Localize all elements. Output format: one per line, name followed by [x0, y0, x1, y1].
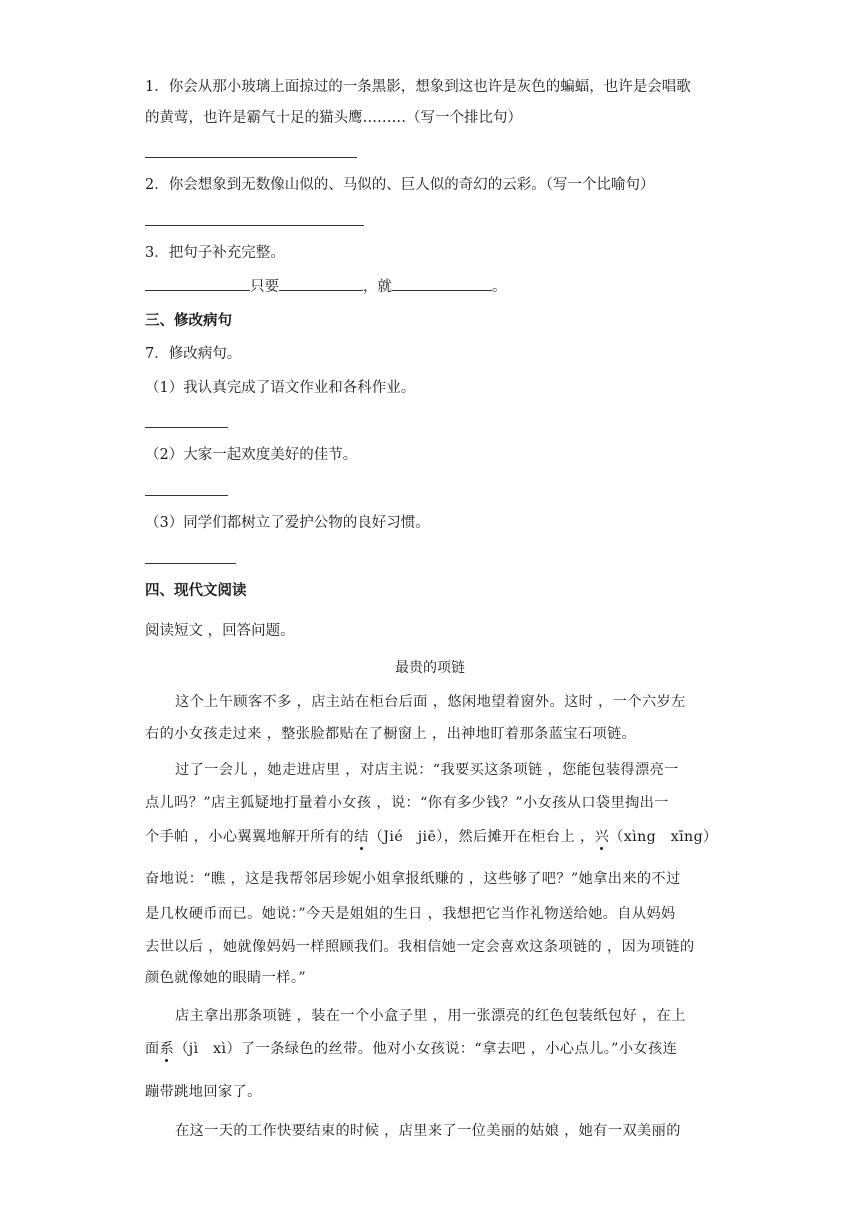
answer-blank-q2[interactable] [145, 225, 364, 226]
knot-line-start: 个手帕 ，小心翼翼地解开所有的 [145, 829, 355, 845]
article-line-13: 在这一天的工作快要结束的时候 ，店里来了一位美丽的姑娘 ，她有一双美丽的 [175, 1123, 681, 1139]
answer-blank-7-1[interactable] [145, 427, 228, 428]
answer-blank-7-3[interactable] [145, 563, 236, 564]
pinyin-choice-xi: （jì xì） [174, 1041, 242, 1057]
question-2: 2．你会想象到无数像山似的、马似的、巨人似的奇幻的云彩。（写一个比喻句） [145, 177, 655, 193]
fill-text-zhiyao: 只要 [250, 279, 279, 295]
article-line-2: 右的小女孩走过来 ，整张脸都贴在了橱窗上 ，出神地盯着那条蓝宝石项链。 [145, 726, 637, 742]
article-line-9: 颜色就像她的眼睛一样。” [145, 970, 307, 986]
knot-line-middle: ，然后摊开在柜台上 ， [443, 829, 595, 845]
article-line-7: 是几枚硬币而已。她说：”今天是姐姐的生日 ，我想把它当作礼物送给她。自从妈妈 [145, 906, 676, 922]
pinyin-choice-jie: （Jié jiē） [368, 829, 444, 845]
article-line-10: 店主拿出那条项链 ，装在一个小盒子里 ，用一张漂亮的红色包装纸包好 ，在上 [175, 1008, 686, 1024]
fill-blank-2[interactable] [279, 276, 363, 291]
tie-line-end: 了一条绿色的丝带。他对小女孩说：“拿去吧 ，小心点儿。”小女孩连 [241, 1041, 678, 1057]
fill-text-period: 。 [492, 279, 507, 295]
question-3-fill-in [145, 276, 507, 297]
section-3-heading: 三、修改病句 [145, 312, 232, 329]
fill-blank-3[interactable] [392, 276, 492, 291]
question-3: 3．把句子补充完整。 [145, 245, 285, 261]
article-line-8: 去世以后 ，她就像妈妈一样照顾我们。我相信她一定会喜欢这条项链的 ，因为项链的 [145, 939, 695, 955]
sick-sentence-3: （3）同学们都树立了爱护公物的良好习惯。 [145, 515, 430, 531]
tie-line-start: 面 [145, 1041, 160, 1057]
article-line-6: 奋地说：“瞧 ，这是我帮邻居珍妮小姐拿报纸赚的 ，这些够了吧？”她拿出来的不过 [145, 871, 681, 887]
article-line-1: 这个上午顾客不多 ，店主站在柜台后面 ，悠闲地望着窗外。这时 ，一个六岁左 [175, 694, 686, 710]
question-1-line-2: 的黄莺，也许是霸气十足的猫头鹰………（写一个排比句） [145, 110, 522, 126]
question-1-line-1: 1．你会从那小玻璃上面掠过的一条黑影，想象到这也许是灰色的蝙蝠，也许是会唱歌 [145, 79, 691, 95]
dotted-char-xing: 兴 [594, 829, 610, 845]
article-line-5 [145, 827, 718, 847]
question-7: 7．修改病句。 [145, 346, 242, 362]
section-4-heading: 四、现代文阅读 [145, 582, 247, 599]
article-line-3: 过了一会儿 ，她走进店里 ，对店主说：“我要买这条项链 ，您能包装得漂亮一 [175, 762, 679, 778]
fill-text-jiu: ，就 [363, 279, 392, 295]
dotted-char-xi: 系 [159, 1041, 175, 1057]
sick-sentence-2: （2）大家一起欢度美好的佳节。 [145, 447, 358, 463]
sick-sentence-1: （1）我认真完成了语文作业和各科作业。 [145, 380, 416, 396]
article-title: 最贵的项链 [395, 660, 465, 676]
pinyin-choice-xing: （xìng xīng） [609, 829, 718, 845]
reading-instructions: 阅读短文 ，回答问题。 [145, 623, 295, 639]
dotted-char-jie: 结 [354, 829, 369, 845]
article-line-12: 蹦带跳地回家了。 [145, 1084, 262, 1100]
answer-blank-q1[interactable] [145, 157, 357, 158]
article-line-11 [145, 1039, 715, 1059]
fill-blank-1[interactable] [145, 276, 250, 291]
article-line-4: 点儿吗？”店主狐疑地打量着小女孩 ，说：“你有多少钱？”小女孩从口袋里掏出一 [145, 795, 669, 811]
answer-blank-7-2[interactable] [145, 495, 228, 496]
